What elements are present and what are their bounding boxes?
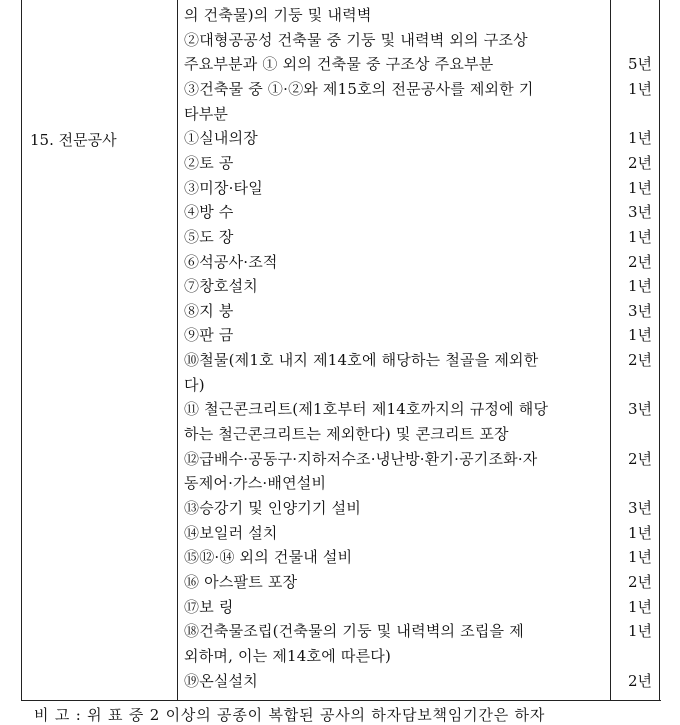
row-duration: 1년 (627, 178, 652, 197)
table-row (0, 51, 680, 76)
row-item-text: ②대형공공성 건축물 중 기둥 및 내력벽 외의 구조상 (184, 30, 528, 49)
row-duration: 3년 (627, 400, 652, 419)
table-row (0, 594, 680, 619)
table-row (0, 273, 680, 298)
table-row (0, 199, 680, 224)
row-duration: 1년 (627, 79, 652, 98)
row-item-text: ④방 수 (184, 203, 234, 222)
footnote: 비 고 : 위 표 중 2 이상의 공종이 복합된 공사의 하자담보책임기간은 하자 (34, 706, 546, 724)
table-row (0, 150, 680, 175)
row-duration: 2년 (627, 252, 652, 271)
row-duration: 1년 (627, 277, 652, 296)
row-item-text: ⑭보일러 설치 (184, 523, 278, 542)
row-item-text: 다) (184, 375, 205, 394)
row-item-text: ⑩철물(제1호 내지 제14호에 해당하는 철골을 제외한 (184, 351, 539, 370)
table-row (0, 347, 680, 372)
table-row (0, 101, 680, 126)
row-item-text: ⑥석공사·조적 (184, 252, 278, 271)
row-item-text: ②토 공 (184, 153, 234, 172)
row-item-text: ⑯ 아스팔트 포장 (184, 572, 298, 591)
row-item-text: 동제어·가스·배연설비 (184, 474, 327, 493)
row-duration: 3년 (627, 203, 652, 222)
row-duration: 2년 (627, 153, 652, 172)
category-label: 15. 전문공사 (30, 131, 117, 149)
table-row (0, 396, 680, 421)
row-duration: 5년 (627, 55, 652, 74)
row-item-text: ⑱건축물조립(건축물의 기둥 및 내력벽의 조립을 제 (184, 622, 524, 641)
row-item-text: 타부분 (184, 104, 229, 123)
table-row (0, 224, 680, 249)
table-row (0, 322, 680, 347)
row-duration: 1년 (627, 129, 652, 148)
row-duration: 3년 (627, 301, 652, 320)
row-item-text: ③건축물 중 ①·②와 제15호의 전문공사를 제외한 기 (184, 79, 534, 98)
row-duration: 1년 (627, 326, 652, 345)
table-row (0, 520, 680, 545)
table-bottom-border (21, 700, 661, 701)
table-row (0, 643, 680, 668)
row-item-text: ⑨판 금 (184, 326, 234, 345)
row-duration: 1년 (627, 622, 652, 641)
row-duration: 2년 (627, 449, 652, 468)
row-item-text: ⑬승강기 및 인양기기 설비 (184, 499, 362, 517)
row-item-text: ⑲온실설치 (184, 671, 258, 690)
row-item-text: ⑰보 링 (184, 597, 234, 616)
row-item-text: ⑪ 철근콘크리트(제1호부터 제14호까지의 규정에 해당 (184, 400, 549, 419)
row-item-text: 의 건축물)의 기둥 및 내력벽 (184, 6, 372, 24)
table-row (0, 298, 680, 323)
table-row (0, 495, 680, 520)
table-row (0, 668, 680, 693)
table-row (0, 569, 680, 594)
row-item-text: 외하며, 이는 제14호에 따른다) (184, 646, 392, 665)
row-duration: 2년 (627, 671, 652, 690)
row-duration: 1년 (627, 523, 652, 542)
row-duration: 1년 (627, 548, 652, 567)
table-row (0, 618, 680, 643)
row-duration: 3년 (627, 499, 652, 517)
row-duration: 2년 (627, 351, 652, 370)
table-row (0, 446, 680, 471)
row-item-text: ⑫급배수·공동구·지하저수조·냉난방·환기·공기조화·자 (184, 449, 538, 468)
table-row (0, 76, 680, 101)
row-item-text: ⑦창호설치 (184, 277, 258, 296)
table-row (0, 372, 680, 397)
table-row (0, 175, 680, 200)
row-duration: 1년 (627, 597, 652, 616)
row-duration: 2년 (627, 572, 652, 591)
row-item-text: 하는 철근콘크리트는 제외한다) 및 콘크리트 포장 (184, 425, 509, 444)
row-item-text: ③미장·타일 (184, 178, 263, 197)
row-item-text: ⑮⑫·⑭ 외의 건물내 설비 (184, 548, 353, 567)
table-row (0, 27, 680, 52)
table-row (0, 125, 680, 150)
row-item-text: ①실내의장 (184, 129, 258, 148)
row-duration: 1년 (627, 227, 652, 246)
row-item-text: ⑤도 장 (184, 227, 234, 246)
row-item-text: ⑧지 붕 (184, 301, 234, 320)
table-row (0, 421, 680, 446)
table-row (0, 470, 680, 495)
table-row (0, 544, 680, 569)
table-row (0, 2, 680, 27)
table-row (0, 249, 680, 274)
row-item-text: 주요부분과 ① 외의 건축물 중 구조상 주요부분 (184, 55, 494, 74)
